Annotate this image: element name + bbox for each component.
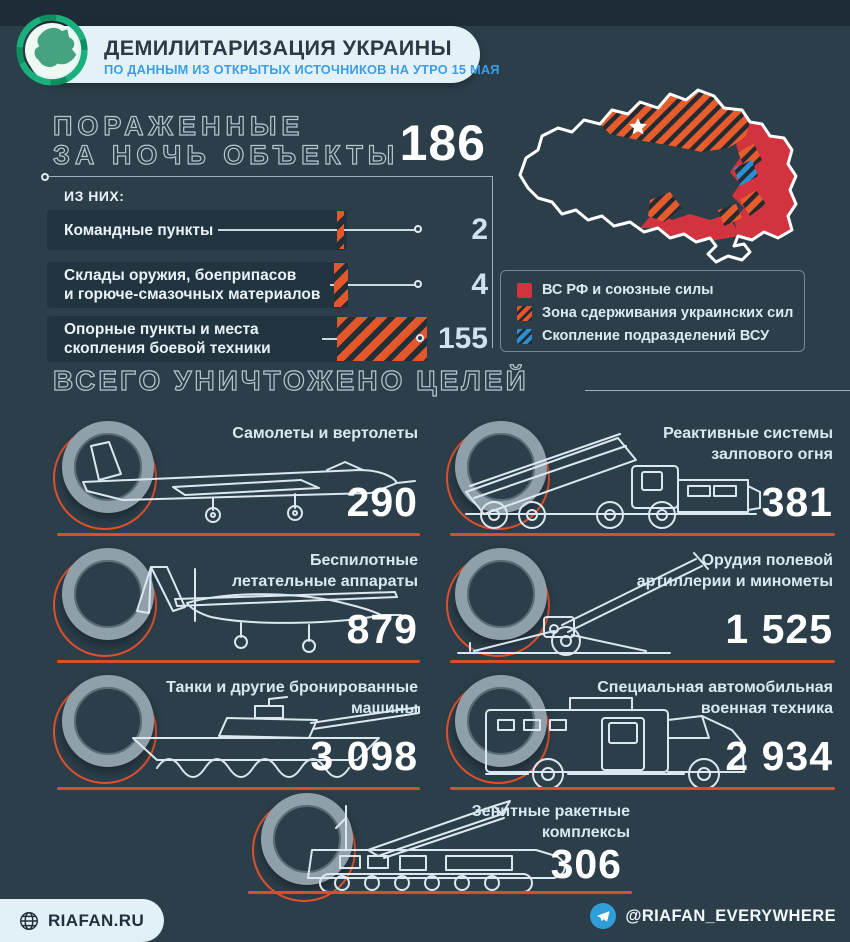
destroyed-item-tank: Танки и другие бронированные машины 3 098	[47, 672, 420, 790]
telegram-link[interactable]: @RIAFAN_EVERYWHERE	[590, 903, 836, 929]
heading-line	[585, 390, 850, 391]
legend-item: Зона сдерживания украинских сил	[517, 305, 793, 321]
destroyed-item-armored-truck: Специальная автомобильная военная техника 2 934	[440, 672, 835, 790]
destroyed-item-howitzer: Орудия полевой артиллерии и минометы 1 525	[440, 545, 835, 663]
ukraine-map	[500, 80, 805, 270]
breakdown-label: Командные пункты	[64, 222, 214, 239]
breakdown-row: Опорные пункты и места скопления боевой техники	[47, 316, 347, 362]
accent-underline	[57, 787, 420, 790]
breakdown-bar	[337, 317, 427, 361]
accent-underline	[57, 660, 420, 663]
item-label: Реактивные системы	[663, 425, 833, 442]
orange-hatched-swatch-icon	[517, 306, 532, 321]
breakdown-subheading: ИЗ НИХ:	[64, 188, 125, 204]
destroyed-heading: ВСЕГО УНИЧТОЖЕНО ЦЕЛЕЙ	[53, 365, 529, 396]
breakdown-bar	[334, 263, 348, 307]
destroyed-item-aircraft	[47, 418, 420, 536]
item-label: Зенитные ракетные	[471, 803, 630, 820]
breakdown-bar	[337, 211, 344, 249]
accent-underline	[450, 660, 835, 663]
connector-line-horizontal	[49, 176, 492, 177]
accent-underline	[57, 533, 420, 536]
breakdown-row: Склады оружия, боеприпасов и горюче-смазочных материалов	[47, 262, 347, 308]
item-value: 306	[550, 841, 622, 887]
leader-line	[218, 229, 418, 231]
red-solid-swatch-icon	[517, 283, 532, 298]
breakdown-value: 2	[471, 213, 488, 246]
item-value: 290	[346, 479, 418, 525]
connector-line-vertical	[492, 176, 493, 348]
globe-europe-icon	[16, 14, 88, 86]
leader-dot	[414, 225, 422, 233]
destroyed-item-sam: Зенитные ракетные комплексы 306	[232, 796, 632, 894]
legend-item: Скопление подразделений ВСУ	[517, 328, 769, 344]
breakdown-value: 155	[437, 322, 488, 355]
accent-underline	[450, 533, 835, 536]
accent-underline	[248, 891, 632, 894]
legend-item: ВС РФ и союзные силы	[517, 282, 714, 298]
page-subtitle: ПО ДАННЫМ ИЗ ОТКРЫТЫХ ИСТОЧНИКОВ НА УТРО 15 МАЯ	[104, 62, 500, 77]
map-legend	[500, 270, 805, 352]
night-strikes-total: 186	[399, 115, 486, 171]
web-globe-icon	[18, 910, 40, 932]
item-label: Самолеты и вертолеты	[232, 425, 418, 442]
item-label: Танки и другие бронированные	[166, 679, 418, 696]
item-label: Орудия полевой	[701, 552, 833, 569]
item-value: 2 934	[725, 733, 833, 779]
blue-hatched-swatch-icon	[517, 329, 532, 344]
line-start-dot	[41, 173, 49, 181]
item-label: Специальная автомобильная	[597, 679, 833, 696]
night-strikes-heading: ПОРАЖЕННЫЕ ЗА НОЧЬ ОБЪЕКТЫ	[53, 111, 400, 171]
destroyed-item-mlrs: Реактивные системы залпового огня 381	[440, 418, 835, 536]
destroyed-item-drone: Беспилотные летательные аппараты 879	[47, 545, 420, 663]
leader-dot	[416, 334, 424, 342]
item-label: Беспилотные	[310, 552, 418, 569]
page-title: ДЕМИЛИТАРИЗАЦИЯ УКРАИНЫ	[104, 36, 452, 60]
breakdown-label: Опорные пункты и места	[64, 321, 259, 338]
item-value: 381	[761, 479, 833, 525]
site-link[interactable]: RIAFAN.RU	[0, 899, 164, 942]
item-value: 1 525	[725, 606, 833, 652]
breakdown-value: 4	[471, 268, 488, 301]
breakdown-label: Склады оружия, боеприпасов	[64, 267, 297, 284]
item-value: 3 098	[310, 733, 418, 779]
telegram-icon	[590, 903, 616, 929]
item-value: 879	[346, 606, 418, 652]
top-strip	[0, 0, 850, 26]
accent-underline	[450, 787, 835, 790]
leader-dot	[414, 280, 422, 288]
